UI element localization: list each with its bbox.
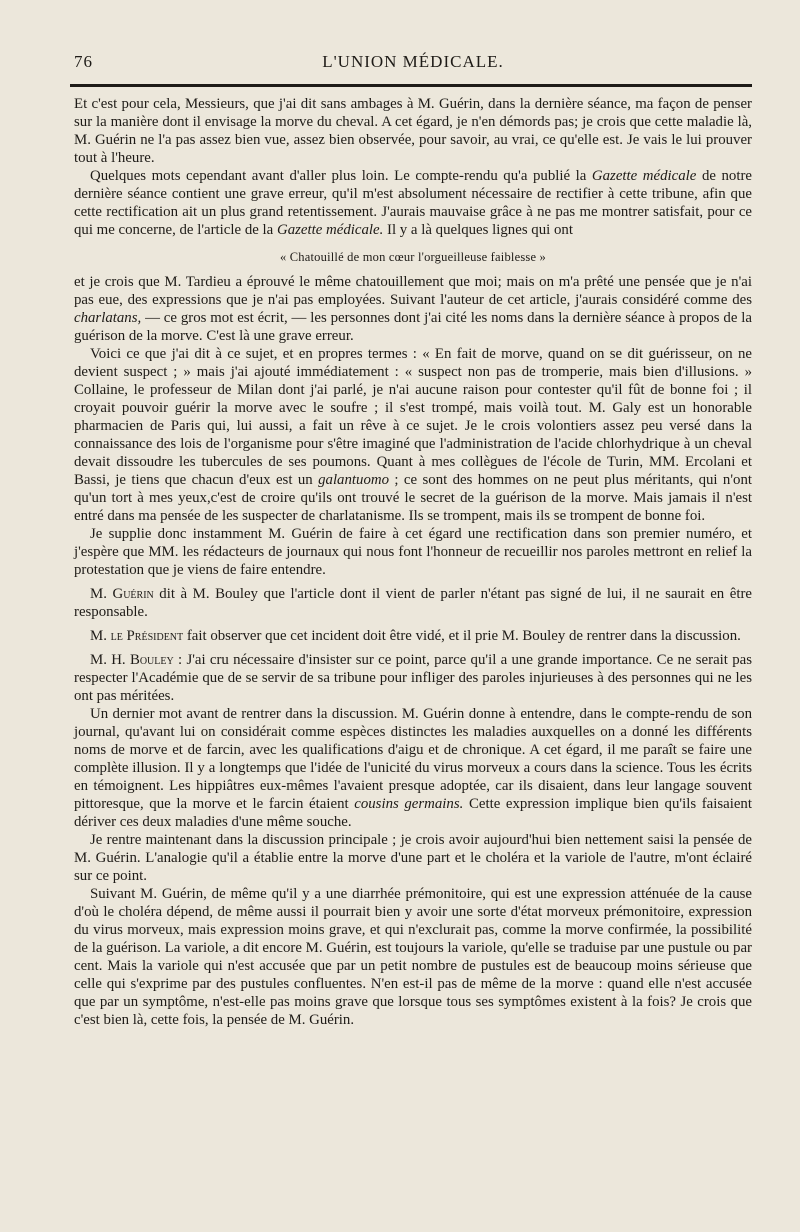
- text-run: Cette expression implique bien qu'ils faisaient dériver ces deux maladies d'une même souche.: [74, 796, 752, 830]
- text-run: « Chatouillé de mon cœur l'orgueilleuse faiblesse »: [280, 250, 546, 264]
- text-run: M.: [90, 628, 111, 644]
- text-run: M. H.: [90, 652, 130, 668]
- italic-phrase: galantuomo: [318, 472, 390, 488]
- text-run: Un dernier mot avant de rentrer dans la discussion. M. Guérin donne à entendre, dans le compte-rendu de son journal, qu'avant lui on considérait comme espèces distinctes les maladies auxquelles on a donné les différents noms de morve et de farcin, avec les qualifications d'aigu et de chronique. A cet égard, il me paraît se faire une complète illusion. Il y a longtemps que l'idée de l'unicité du virus morveux a cours dans la science. Tous les écrits en témoignent. Les hippiâtres eux-mêmes l'avaient presque adoptée, car ils disaient, dans leur langage souvent pittoresque, que la morve et le farcin étaient: [74, 706, 752, 812]
- paragraph-p2: [74, 167, 752, 239]
- text-run: fait observer que cet incident doit être vidé, et il prie M. Bouley de rentrer dans la discussion.: [183, 628, 741, 644]
- paragraph-p11: [74, 885, 752, 1029]
- speaker-name: Bouley: [129, 652, 174, 668]
- text-run: Et c'est pour cela, Messieurs, que j'ai dit sans ambages à M. Guérin, dans la dernière séance, ma façon de penser sur la manière dont il envisage la morve du cheval. A cet égard, je n'en démords pas; je crois que cette maladie là, M. Guérin ne l'a pas assez bien vue, assez bien observée, pour savoir, au vrai, ce qu'elle est. Je vais le lui prouver tout à l'heure.: [74, 96, 752, 166]
- italic-phrase: charlatans,: [74, 310, 142, 326]
- italic-phrase: Gazette médicale: [591, 168, 697, 184]
- text-run: Quelques mots cependant avant d'aller plus loin. Le compte-rendu qu'a publié la: [90, 168, 592, 184]
- text-run: Suivant M. Guérin, de même qu'il y a une diarrhée prémonitoire, qui est une expression atténuée de la cause d'où le choléra dépend, de même aussi il pourrait bien y avoir une sorte d'état morveux prémonitoire, expression du virus morveux, mais expression moins grave, et qui n'exclurait pas, comme la morve confirmée, la possibilité de la guérison. La variole, a dit encore M. Guérin, est toujours la variole, qu'elle se traduise par une pustule ou par cent. Mais la variole qui n'est accusée que par un petit nombre de pustules est de beaucoup moins sérieuse que celle qui s'exprime par des pustules confluentes. N'en est-il pas de même de la morve : quand elle n'est accusée que par un symptôme, n'est-elle pas moins grave que lorsque tous ses symptômes existent à la fois? Je crois que c'est bien là, cette fois, la pensée de M. Guérin.: [74, 886, 752, 1028]
- text-run: dit à M. Bouley que l'article dont il vient de parler n'étant pas signé de lui, il ne saurait en être responsable.: [74, 586, 753, 620]
- paragraph-p9: [74, 705, 752, 831]
- text-run: Voici ce que j'ai dit à ce sujet, et en propres termes : « En fait de morve, quand on se dit guérisseur, on ne devient suspect ; » mais j'ai ajouté immédiatement : « suspect non pas de tromperie, mais bien d'illusions. » Collaine, le professeur de Milan dont j'ai parlé, je n'ai aucune raison pour contester qu'il fût de bonne foi ; il croyait pouvoir guérir la morve avec le soufre ; il s'est trompé, mais voilà tout. M. Galy est un honorable pharmacien de Paris qui, lui aussi, a fait un rêve à ce sujet. Je le crois volontiers assez peu versé dans la connaissance des lois de l'organisme pour s'être imaginé que l'administration de l'acide chlorhydrique à un cheval devait dissoudre les tubercules de ses poumons. Quant à mes collègues de l'école de Turin, MM. Ercolani et Bassi, je tiens que chacun d'eux est un: [74, 346, 752, 488]
- text-run: Je supplie donc instamment M. Guérin de faire à cet égard une rectification dans son premier numéro, et j'espère que MM. les rédacteurs de journaux qui nous font l'honneur de recueillir nos paroles mettront en relief la protestation que je viens de faire entendre.: [74, 526, 752, 578]
- running-head: [74, 52, 752, 82]
- paragraph-p1: [74, 95, 752, 167]
- text-run: de notre dernière séance contient une grave erreur, qu'il m'est absolument nécessaire de rectifier à cette tribune, afin que cette rectification ait un plus grand retentissement. J'aurais mauvaise grâce à ne pas me montrer satisfait, pour ce qui me concerne, de l'article de la: [74, 168, 753, 238]
- text-run: : J'ai cru nécessaire d'insister sur ce point, parce qu'il a une grande importance. Ce ne serait pas respecter l'Académie que de se servir de sa tribune pour infliger des paroles injurieuses à des personnes qui ne les ont pas méritées.: [74, 652, 752, 704]
- paragraph-p10: [74, 831, 752, 885]
- speaker-name: le Président: [110, 628, 184, 644]
- italic-phrase: cousins germains.: [354, 796, 464, 812]
- paragraph-p5: [74, 525, 752, 579]
- text-run: M.: [90, 586, 113, 602]
- text-run: ; ce sont des hommes on ne peut plus méritants, qui n'ont qu'un tort à mes yeux,c'est de croire qu'ils ont trouvé le secret de la guérison de la morve. Mais jamais il n'est entré dans ma pensée de les suspecter de charlatanisme. Ils se trompent, mais ils se trompent de bonne foi.: [74, 472, 752, 524]
- text-run: et je crois que M. Tardieu a éprouvé le même chatouillement que moi; mais on m'a prêté une pensée que je n'ai pas eue, des expressions que je n'ai pas employées. Suivant l'auteur de cet article, j'aurais considéré comme des: [74, 274, 752, 308]
- text-run: Je rentre maintenant dans la discussion principale ; je crois avoir aujourd'hui bien nettement saisi la pensée de M. Guérin. L'analogie qu'il a établie entre la morve d'une part et le choléra et la variole de l'autre, m'ont éclairé sur ce point.: [74, 832, 752, 884]
- header-rule: [70, 84, 752, 87]
- paragraph-p4: [74, 345, 752, 525]
- italic-phrase: Gazette médicale.: [276, 222, 384, 238]
- quotation: [74, 248, 752, 266]
- paragraph-p8: [74, 651, 752, 705]
- paragraph-p6: [74, 585, 752, 621]
- journal-title: L'UNION MÉDICALE.: [322, 52, 504, 71]
- text-run: Il y a là quelques lignes qui ont: [383, 222, 573, 238]
- paragraph-p3: [74, 273, 752, 345]
- paragraph-p7: [74, 627, 752, 645]
- speaker-name: Guérin: [112, 586, 154, 602]
- body-text: [74, 95, 752, 1029]
- page-number: 76: [74, 52, 93, 71]
- text-run: — ce gros mot est écrit, — les personnes dont j'ai cité les noms dans la dernière séance à propos de la guérison de la morve. C'est là une grave erreur.: [74, 310, 752, 344]
